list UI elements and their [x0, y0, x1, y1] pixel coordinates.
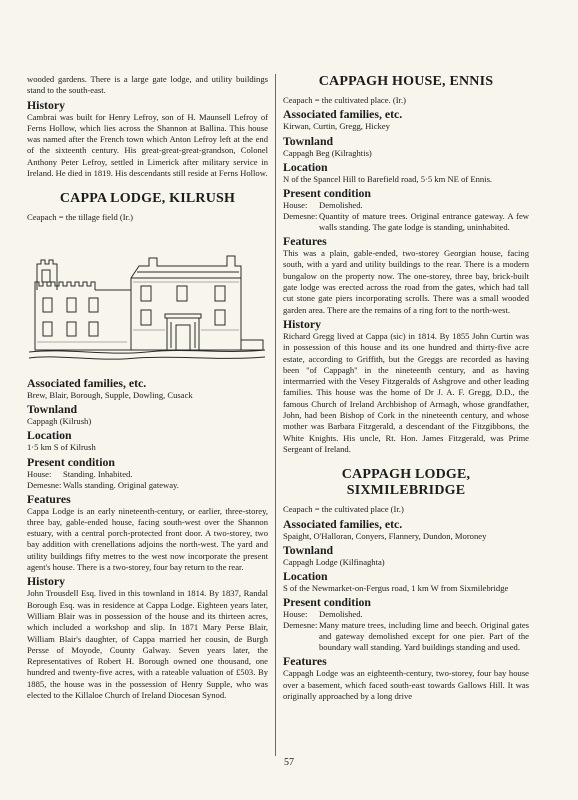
location-text: S of the Newmarket-on-Fergus road, 1 km W from Sixmilebridge: [283, 583, 509, 594]
page-number: 57: [284, 757, 294, 768]
name-meaning: Ceapach = the cultivated place. (Ir.): [283, 95, 406, 105]
section-heading-condition: Present condition: [283, 595, 371, 610]
right-column: [283, 74, 529, 702]
section-heading-history: History: [283, 316, 322, 331]
families-text: Spaight, O'Halloran, Conyers, Flannery, Dundon, Moroney: [283, 530, 487, 541]
section-heading-condition: Present condition: [27, 454, 115, 469]
section-heading-features: Features: [27, 491, 71, 506]
section-heading-features: Features: [283, 654, 327, 669]
condition-table: [283, 200, 529, 233]
demesne-value: Quantity of mature trees. Original entrance gateway. A few walls standing. The gate lodge is standing, uninhabited.: [319, 211, 529, 233]
section-heading-families: Associated families, etc.: [283, 516, 403, 531]
section-heading-location: Location: [283, 159, 328, 174]
house-illustration: [27, 230, 268, 370]
section-heading-location: Location: [283, 569, 328, 584]
house-label: House:: [27, 468, 52, 479]
townland-text: Cappagh Lodge (Kilfinaghta): [283, 556, 385, 567]
entry-title-cappagh-house: CAPPAGH HOUSE, ENNIS: [318, 74, 494, 89]
section-heading-townland: Townland: [283, 133, 334, 148]
house-label: House:: [283, 200, 308, 211]
demesne-label: Demesne:: [27, 479, 62, 490]
location-text: N of the Spancel Hill to Barefield road, 5·5 km NE of Ennis.: [283, 173, 493, 184]
house-value: Standing. Inhabited.: [63, 468, 133, 479]
demesne-label: Demesne:: [283, 620, 318, 631]
name-meaning: Ceapach = the tillage field (Ir.): [27, 212, 134, 223]
section-heading-condition: Present condition: [283, 186, 371, 201]
condition-table: [27, 469, 268, 491]
history-text: Cambrai was built for Henry Lefroy, son of H. Maunsell Lefroy of Ferns Hollow, which lies across the Shannon at Ballina. This house was named after the French town which Anton Lefroy left at the end of the sixteenth century. His great-great-great-grandson, Colonel Anthony Peter Lefroy, settled in Limerick after military service in Ireland. He died in 1819. His descendants still reside at Ferns Hollow.: [27, 111, 268, 179]
entry-title-cappagh-lodge-line1: CAPPAGH LODGE,: [341, 467, 471, 483]
section-heading-location: Location: [27, 428, 72, 443]
entry-title-cappagh-lodge-line2: SIXMILEBRIDGE: [346, 483, 466, 499]
townland-text: Cappagh Beg (Kilraghtis): [283, 147, 372, 158]
location-text: 1·5 km S of Kilrush: [27, 442, 96, 453]
condition-table: [283, 609, 529, 653]
demesne-value: Many mature trees, including lime and beech. Original gates and gateway demolished except for one pier. Part of the boundary wall standing. Yard buildings standing and used.: [319, 620, 529, 653]
features-text: Cappa Lodge is an early nineteenth-century, or earlier, three-storey, three bay, gable-ended house, facing south-west over the Shannon estuary, with a central porch-protected front door. A two-storey, two bay addition with crenellations adjoins the north-west. The yard and utility buildings fifty metres to the west now incorporate the present agent's house. There is a two-storey, four bay return to the rear.: [27, 505, 268, 573]
section-heading-history: History: [27, 97, 66, 112]
families-text: Kirwan, Curtin, Gregg, Hickey: [283, 121, 390, 132]
column-divider: [275, 74, 276, 756]
section-heading-townland: Townland: [27, 401, 78, 416]
house-value: Demolished.: [319, 609, 363, 620]
section-heading-townland: Townland: [283, 542, 334, 557]
section-heading-history: History: [27, 574, 66, 589]
continued-text: wooded gardens. There is a large gate lodge, and utility buildings stand to the south-east.: [27, 74, 268, 96]
section-heading-features: Features: [283, 234, 327, 249]
townland-text: Cappagh (Kilrush): [27, 415, 92, 426]
house-value: Demolished.: [319, 200, 363, 211]
demesne-value: Walls standing. Original gateway.: [63, 479, 179, 490]
history-text: John Trousdell Esq. lived in this townland in 1814. By 1837, Randal Borough Esq. was in residence at Cappa Lodge. Eighteen years later, William Blair was in possession of the house and its thirteen acres, which included a workshop and slip. In 1871 Mary Perse Blair, William Blair's daughter, of Cappa married her cousin, de Burgh Persse of Moyode, County Galway. Seven years later, the Representatives of Robert H. Borough owned one thousand, one hundred and twenty-five acres, with a rateable valuation of £503. By 1885, the house was in the possession of Henry Supple, who was elected to the Killaloe Church of Ireland Diocesan Synod.: [27, 588, 268, 701]
families-text: Brew, Blair, Borough, Supple, Dowling, Cusack: [27, 389, 193, 400]
name-meaning: Ceapach = the cultivated place (Ir.): [283, 504, 404, 515]
house-label: House:: [283, 609, 308, 620]
history-text: Richard Gregg lived at Cappa (sic) in 1814. By 1855 John Curtin was in possession of this house and its one hundred and thirty-five acre estate, according to Griffith, but the Greggs are recorded as having been "of Cappagh" in the nineteenth century, and as having intermarried with the Vesey Fitzgeralds of Ashgrove and other leading families. This house was the home of Dr J. A. F. Gregg, D.D., the famous Church of Ireland Archbishop of Armagh, whose grandfather, John, had been Bishop of Cork in the nineteenth century, and whose mother was Barbara Fitzgerald, a descendant of the Fitzgibbons, the White Knights. His uncle, Rt. Hon. James Fitzgerald, was Prime Sergeant of Ireland.: [283, 330, 529, 454]
demesne-label: Demesne:: [283, 211, 318, 222]
section-heading-families: Associated families, etc.: [283, 107, 403, 122]
entry-title-cappa-lodge: CAPPA LODGE, KILRUSH: [59, 191, 236, 207]
features-text: Cappagh Lodge was an eighteenth-century, two-storey, four bay house over a basement, which faced south-east towards Gallows Hill. It was originally approached by a long drive: [283, 668, 529, 702]
left-column: [27, 74, 268, 701]
features-text: This was a plain, gable-ended, two-storey Georgian house, facing south, with a yard and utility buildings to the rear. There is a modern bungalow on the property now. The one-storey, three bay, brick-built gate lodge was erected across the road from the gates, which had tall cut stone gate piers incorporating scrolls. There was a small wooded garden area. There are the remains of a ring fort to the north-west.: [283, 248, 529, 315]
section-heading-families: Associated families, etc.: [27, 375, 147, 390]
